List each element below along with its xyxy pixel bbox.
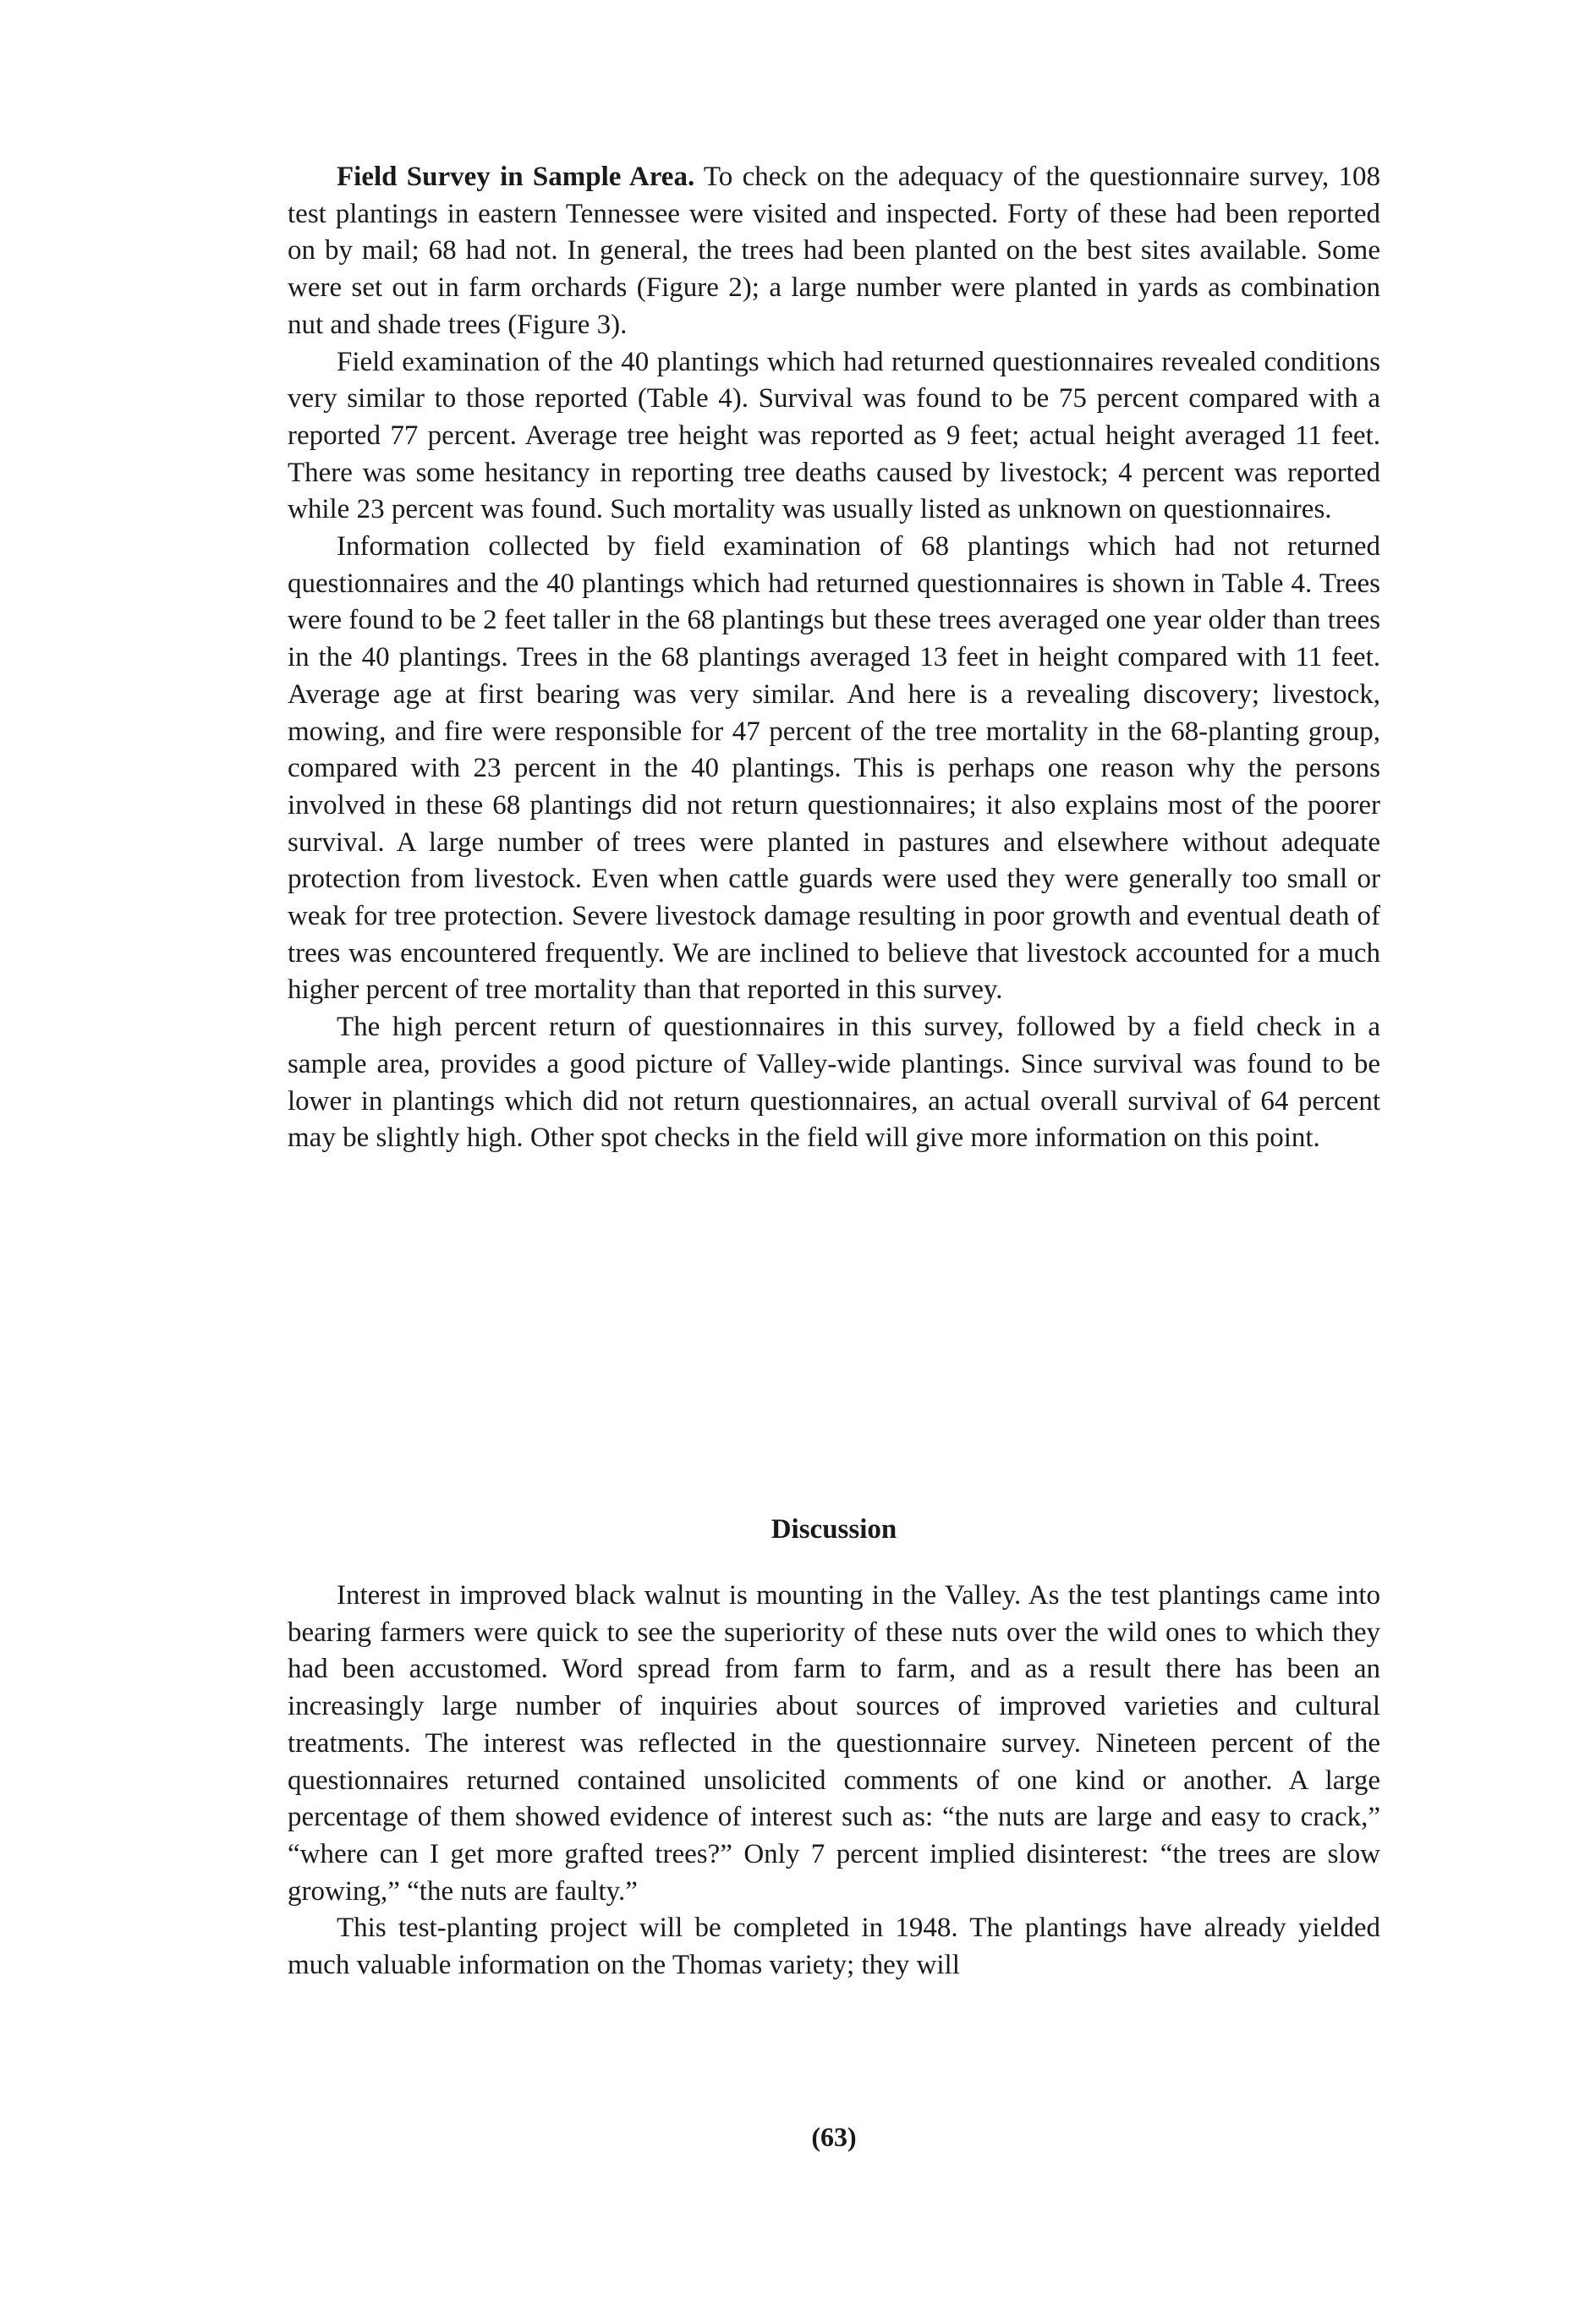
paragraph-high-percent-return: The high percent return of questionnaires in this survey, followed by a field check in a sample area, provides a good picture of Valley-wide plantings. Since survival was found to be lower in plantings which did not return questionnaires, an actual overall survival of 64 percent may be slightly high. Other spot checks in the field will give more information on this point. [288, 1012, 1380, 1154]
field-survey-section [288, 159, 1380, 1157]
paragraph-test-planting-project: This test-planting project will be completed in 1948. The plantings have already yielded much valuable information on the Thomas variety; they will [288, 1913, 1380, 1981]
section-run-in-title: Field Survey in Sample Area. [337, 162, 695, 192]
page-number: (63) [811, 2122, 857, 2152]
paragraph-interest-improved-walnut: Interest in improved black walnut is mounting in the Valley. As the test plantings came into bearing farmers were quick to see the superiority of these nuts over the wild ones to which they had been accustomed. Word spread from farm to farm, and as a result there has been an increasingly large number of inquiries about sources of improved varieties and cultural treatments. The interest was reflected in the questionnaire survey. Nineteen percent of the questionnaires returned contained unsolicited comments of one kind or another. A large percentage of them showed evidence of interest such as: “the nuts are large and easy to crack,” “where can I get more grafted trees?” Only 7 percent implied disinterest: “the trees are slow growing,” “the nuts are faulty.” [288, 1580, 1380, 1907]
section-heading-discussion: Discussion [771, 1514, 897, 1545]
discussion-section [288, 1578, 1380, 1984]
paragraph-field-examination: Field examination of the 40 plantings which had returned questionnaires revealed conditions very similar to those reported (Table 4). Survival was found to be 75 percent compared with a reported 77 percent. Average tree height was reported as 9 feet; actual height averaged 11 feet. There was some hesitancy in reporting tree deaths caused by livestock; 4 percent was reported while 23 percent was found. Such mortality was usually listed as unknown on questionnaires. [288, 346, 1380, 525]
paragraph-text: To check on the adequacy of the questionnaire survey, 108 test plantings in eastern Tennessee were visited and inspected. Forty of these had been reported on by mail; 68 had not. In general, the trees had been planted on the best sites available. Some were set out in farm orchards (Figure 2); a large number were planted in yards as combination nut and shade trees (Figure 3). [288, 162, 1380, 340]
paragraph-field-survey-intro [288, 159, 1380, 344]
paragraph-information-collected: Information collected by field examination of 68 plantings which had not returned questionnaires and the 40 plantings which had returned questionnaires is shown in Table 4. Trees were found to be 2 feet taller in the 68 plantings but these trees averaged one year older than trees in the 40 plantings. Trees in the 68 plantings averaged 13 feet in height compared with 11 feet. Average age at first bearing was very similar. And here is a revealing discovery; livestock, mowing, and fire were responsible for 47 percent of the tree mortality in the 68-planting group, compared with 23 percent in the 40 plantings. This is perhaps one reason why the persons involved in these 68 plantings did not return questionnaires; it also explains most of the poorer survival. A large number of trees were planted in pastures and elsewhere without adequate protection from livestock. Even when cattle guards were used they were generally too small or weak for tree protection. Severe livestock damage resulting in poor growth and eventual death of trees was encountered frequently. We are inclined to believe that livestock accounted for a much higher percent of tree mortality than that reported in this survey. [288, 531, 1380, 1006]
